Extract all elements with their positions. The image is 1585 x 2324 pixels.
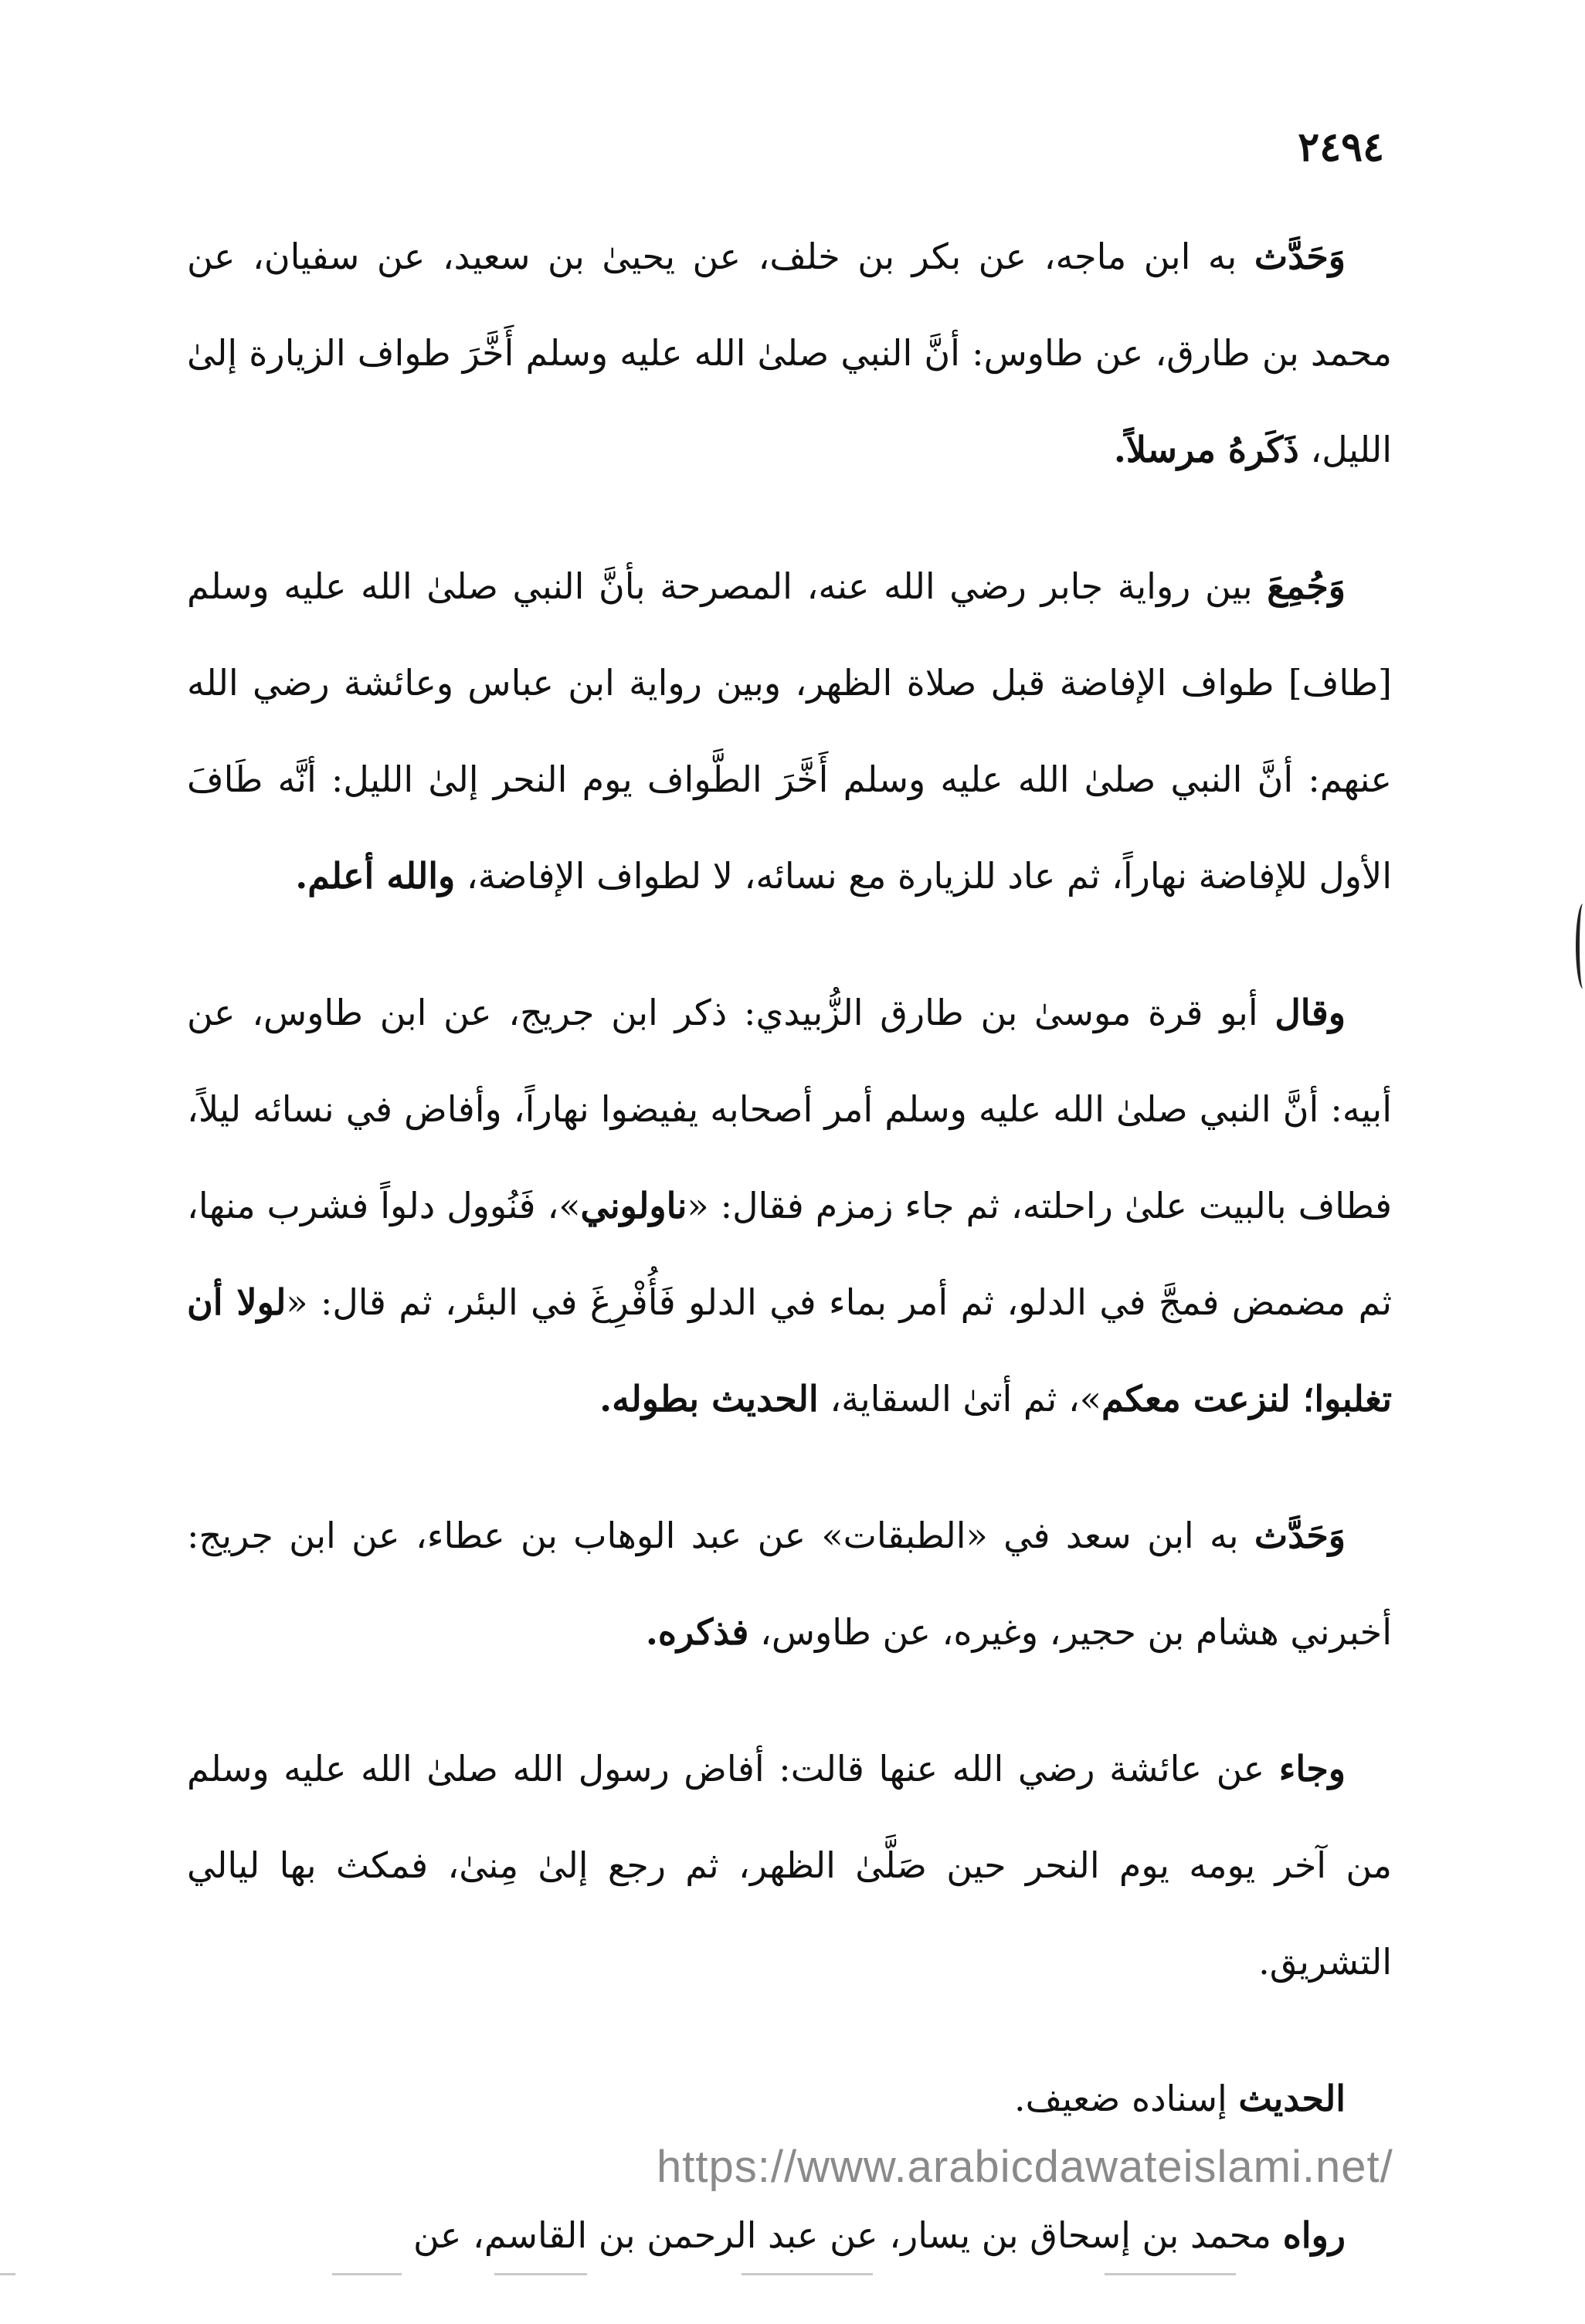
- paragraph-4: [187, 1488, 1392, 1681]
- page-edge-mark: [1576, 904, 1585, 989]
- paragraph-5: [187, 1721, 1392, 2010]
- paragraph-text-bold: والله أعلم.: [295, 855, 456, 897]
- quoted-speech: ناولوني: [580, 1185, 687, 1226]
- paragraph-text: إسناده ضعيف.: [1013, 2078, 1239, 2119]
- paragraph-lead: وَحَدَّث: [1254, 236, 1346, 277]
- paragraph-text: »، فَنُوول دلواً فشرب منها، ثم مضمض فمجَّ في الدلو، ثم أمر بماء في الدلو فَأُفْرِغَ في البئر، ثم قال: «: [187, 1185, 1392, 1323]
- paragraph-7: [187, 2187, 1392, 2284]
- paragraph-3: [187, 965, 1392, 1447]
- paragraph-text-bold: الحديث بطوله.: [599, 1378, 819, 1420]
- page-number: ٢٤٩٤: [1298, 124, 1384, 171]
- paragraph-lead: رواه: [1282, 2214, 1346, 2256]
- scan-edge-line: [0, 2273, 15, 2275]
- paragraph-text: »، ثم أتىٰ السقاية،: [818, 1378, 1101, 1420]
- paragraph-text: به ابن ماجه، عن بكر بن خلف، عن يحيىٰ بن سعيد، عن سفيان، عن محمد بن طارق، عن طاوس: أنَّ النبي صلىٰ الله عليه وسلم أَخَّرَ طواف الزيارة إلىٰ الليل،: [187, 236, 1392, 470]
- quoted-speech: لولا أن تغلبوا؛ لنزعت معكم: [187, 1281, 1392, 1420]
- paragraph-lead: وجاء: [1278, 1748, 1346, 1790]
- paragraph-text-bold: ذَكَرهُ مرسلاً.: [1113, 429, 1299, 470]
- paragraph-6: [187, 2051, 1392, 2147]
- watermark-url: https://www.arabicdawateislami.net/: [657, 2142, 1393, 2192]
- scan-edge-line: [494, 2273, 587, 2275]
- page-body: [187, 209, 1392, 2324]
- paragraph-2: [187, 538, 1392, 925]
- paragraph-text: أبو قرة موسىٰ بن طارق الزُّبيدي: ذكر ابن جريج، عن ابن طاوس، عن أبيه: أنَّ النبي صلىٰ الله عليه وسلم أمر أصحابه يفيضوا نهاراً، وأفاض في نسائه ليلاً، فطاف بالبيت علىٰ راحلته، ثم جاء زمزم فقال: «: [187, 992, 1393, 1226]
- paragraph-1: [187, 209, 1392, 498]
- scan-edge-line: [742, 2273, 873, 2275]
- scan-edge-line: [1105, 2273, 1236, 2275]
- scan-edge-line: [332, 2273, 402, 2275]
- paragraph-text-bold: فذكره.: [645, 1611, 749, 1653]
- paragraph-text: محمد بن إسحاق بن يسار، عن عبد الرحمن بن القاسم، عن: [412, 2214, 1283, 2256]
- paragraph-text: عن عائشة رضي الله عنها قالت: أفاض رسول الله صلىٰ الله عليه وسلم من آخر يومه يوم النحر حين صَلَّىٰ الظهر، ثم رجع إلىٰ مِنىٰ، فمكث بها ليالي التشريق.: [187, 1748, 1392, 1983]
- paragraph-text: به ابن سعد في «الطبقات» عن عبد الوهاب بن عطاء، عن ابن جريج: أخبرني هشام بن حجير، وغيره، عن طاوس،: [187, 1515, 1392, 1653]
- paragraph-lead: وقال: [1274, 992, 1346, 1033]
- paragraph-lead: وَحَدَّث: [1254, 1515, 1346, 1556]
- paragraph-lead: وَجُمِعَ: [1267, 565, 1346, 607]
- paragraph-text: بين رواية جابر رضي الله عنه، المصرحة بأنَّ النبي صلىٰ الله عليه وسلم [طاف] طواف الإفاضة قبل صلاة الظهر، وبين رواية ابن عباس وعائشة رضي الله عنهم: أنَّ النبي صلىٰ الله عليه وسلم أَخَّرَ الطَّواف يوم النحر إلىٰ الليل: أنَّه طَافَ الأول للإفاضة نهاراً، ثم عاد للزيارة مع نسائه، لا لطواف الإفاضة،: [187, 565, 1392, 897]
- paragraph-lead: الحديث: [1238, 2078, 1346, 2119]
